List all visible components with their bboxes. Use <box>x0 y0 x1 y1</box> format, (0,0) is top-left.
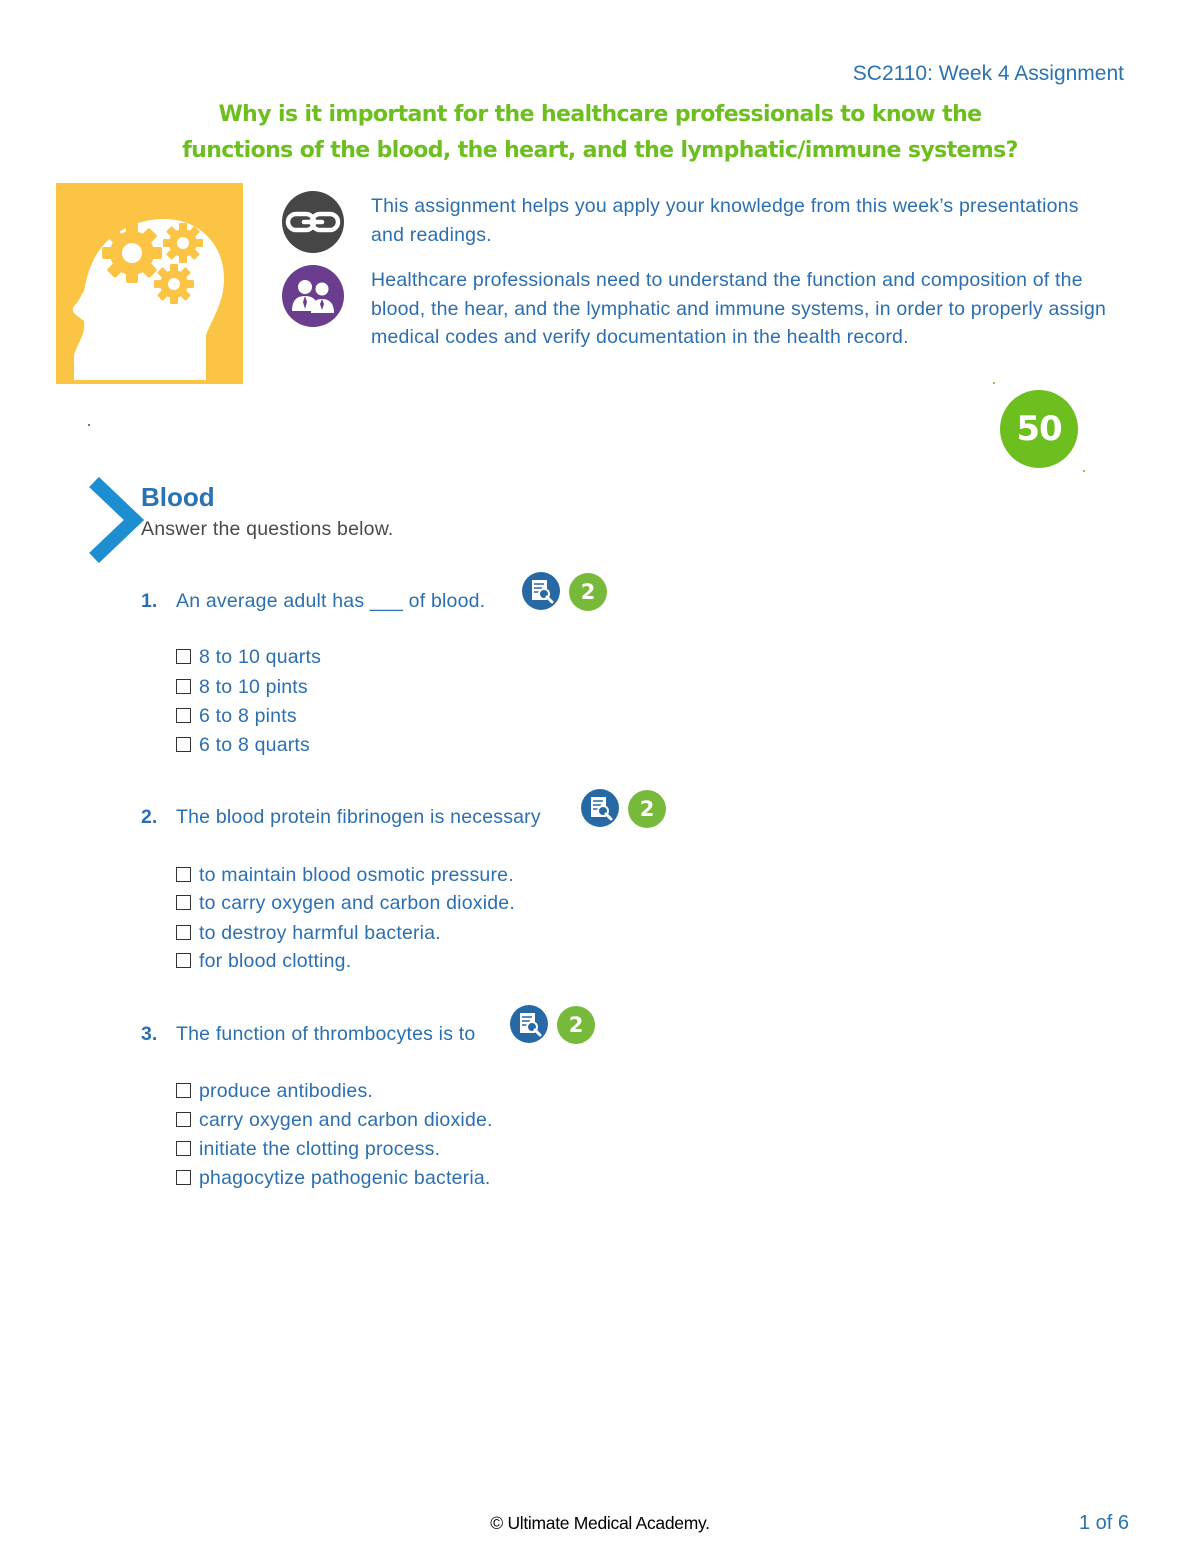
question-number: 3. <box>141 1023 158 1045</box>
checkbox[interactable] <box>176 1083 191 1098</box>
page-number: 1 of 6 <box>1078 1512 1129 1534</box>
option-label: carry oxygen and carbon dioxide. <box>199 1109 493 1131</box>
checkbox[interactable] <box>176 1112 191 1127</box>
option-label: 8 to 10 pints <box>199 676 308 698</box>
link-icon <box>282 191 344 253</box>
option-label: 6 to 8 pints <box>199 705 297 727</box>
chevron-right-icon <box>86 476 146 564</box>
document-search-icon <box>581 789 619 827</box>
question-points-badge: 2 <box>569 573 607 611</box>
page-title-line-1: Why is it important for the healthcare professionals to know the <box>218 102 982 127</box>
intro-paragraph-1: This assignment helps you apply your knowledge from this week’s presentations and readings. <box>371 195 1079 246</box>
copyright-footer: © Ultimate Medical Academy. <box>490 1513 710 1533</box>
option-label: to carry oxygen and carbon dioxide. <box>199 892 515 914</box>
answer-option[interactable] <box>176 1080 373 1103</box>
answer-option[interactable] <box>176 1138 440 1161</box>
question-text: The function of thrombocytes is to <box>176 1023 476 1045</box>
answer-option[interactable] <box>176 705 297 728</box>
people-icon <box>282 265 344 327</box>
option-label: produce antibodies. <box>199 1080 374 1102</box>
checkbox[interactable] <box>176 925 191 940</box>
question-points-badge: 2 <box>628 790 666 828</box>
checkbox[interactable] <box>176 708 191 723</box>
answer-option[interactable] <box>176 1167 491 1190</box>
answer-option[interactable] <box>176 676 308 699</box>
question-text: The blood protein fibrinogen is necessary <box>176 806 541 828</box>
document-search-icon <box>522 572 560 610</box>
course-header: SC2110: Week 4 Assignment <box>852 62 1124 85</box>
checkbox[interactable] <box>176 649 191 664</box>
checkbox[interactable] <box>176 895 191 910</box>
question-number: 1. <box>141 590 158 612</box>
question-text: An average adult has ___ of blood. <box>176 590 486 612</box>
answer-option[interactable] <box>176 892 515 915</box>
section-subtitle: Answer the questions below. <box>141 518 394 540</box>
question-number: 2. <box>141 806 158 828</box>
option-label: to maintain blood osmotic pressure. <box>199 864 514 886</box>
page-title-line-2: functions of the blood, the heart, and the lymphatic/immune systems? <box>182 138 1018 163</box>
decorative-dot <box>993 382 995 384</box>
answer-option[interactable] <box>176 1109 493 1132</box>
document-search-icon <box>510 1005 548 1043</box>
answer-option[interactable] <box>176 734 310 757</box>
answer-option[interactable] <box>176 950 351 973</box>
option-label: phagocytize pathogenic bacteria. <box>199 1167 491 1189</box>
checkbox[interactable] <box>176 1170 191 1185</box>
option-label: to destroy harmful bacteria. <box>199 922 441 944</box>
checkbox[interactable] <box>176 867 191 882</box>
total-points-badge: 50 <box>1000 390 1078 468</box>
option-label: initiate the clotting process. <box>199 1138 441 1160</box>
intro-paragraph-2: Healthcare professionals need to understand the function and composition of the blood, the hear, and the lymphatic and immune systems, in order to properly assign medical codes and verify documentation in the health record. <box>371 269 1107 348</box>
answer-option[interactable] <box>176 646 321 669</box>
checkbox[interactable] <box>176 679 191 694</box>
question-points-badge: 2 <box>557 1006 595 1044</box>
decorative-dot <box>88 424 90 426</box>
checkbox[interactable] <box>176 1141 191 1156</box>
checkbox[interactable] <box>176 953 191 968</box>
head-gears-icon <box>56 183 243 384</box>
answer-option[interactable] <box>176 864 514 887</box>
option-label: 8 to 10 quarts <box>199 646 322 668</box>
option-label: 6 to 8 quarts <box>199 734 311 756</box>
answer-option[interactable] <box>176 922 441 945</box>
section-title: Blood <box>141 482 215 512</box>
decorative-dot <box>1083 470 1085 472</box>
checkbox[interactable] <box>176 737 191 752</box>
option-label: for blood clotting. <box>199 950 352 972</box>
